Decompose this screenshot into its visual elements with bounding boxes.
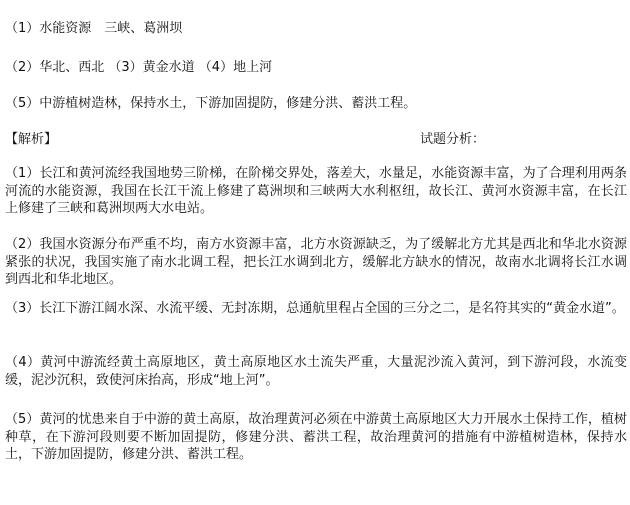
analysis-paragraph-1: （1）长江和黄河流经我国地势三阶梯，在阶梯交界处，落差大，水量足，水能资源丰富，为了合理利用两条河流的水能资源，我国在长江干流上修建了葛洲坝和三峡两大水利枢纽，故长江、黄河水资源丰富，在长江上修建了三峡和葛洲坝两大水电站。 [5,166,627,216]
answer-line-5: （5）中游植树造林，保持水土，下游加固提防，修建分洪、蓄洪工程。 [5,96,417,111]
analysis-paragraph-2: （2）我国水资源分布严重不均，南方水资源丰富，北方水资源缺乏，为了缓解北方尤其是西北和华北水资源紧张的状况，我国实施了南水北调工程，把长江水调到北方，缓解北方缺水的情况，故南水北调将长江水调到西北和华北地区。 [5,237,627,287]
analysis-paragraph-4: （4）黄河中游流经黄土高原地区，黄土高原地区水土流失严重，大量泥沙流入黄河，到下游河段，水流变缓，泥沙沉积，致使河床抬高，形成“地上河”。 [5,355,627,388]
analysis-paragraph-5: （5）黄河的忧患来自于中游的黄土高原，故治理黄河必须在中游黄土高原地区大力开展水土保持工作，植树种草，在下游河段则要不断加固提防，修建分洪、蓄洪工程，故治理黄河的措施有中游植树造林，保持水土，下游加固提防，修建分洪、蓄洪工程。 [5,412,627,462]
answer-line-1: （1）水能资源 三峡、葛洲坝 [5,21,183,36]
analysis-heading: 【解析】 [5,132,58,147]
answer-line-2: （2）华北、西北 （3）黄金水道 （4）地上河 [5,60,273,75]
analysis-paragraph-3: （3）长江下游江阔水深、水流平缓、无封冻期，总通航里程占全国的三分之二，是名符其实的“黄金水道”。 [5,301,625,316]
analysis-side-label: 试题分析： [420,132,486,147]
